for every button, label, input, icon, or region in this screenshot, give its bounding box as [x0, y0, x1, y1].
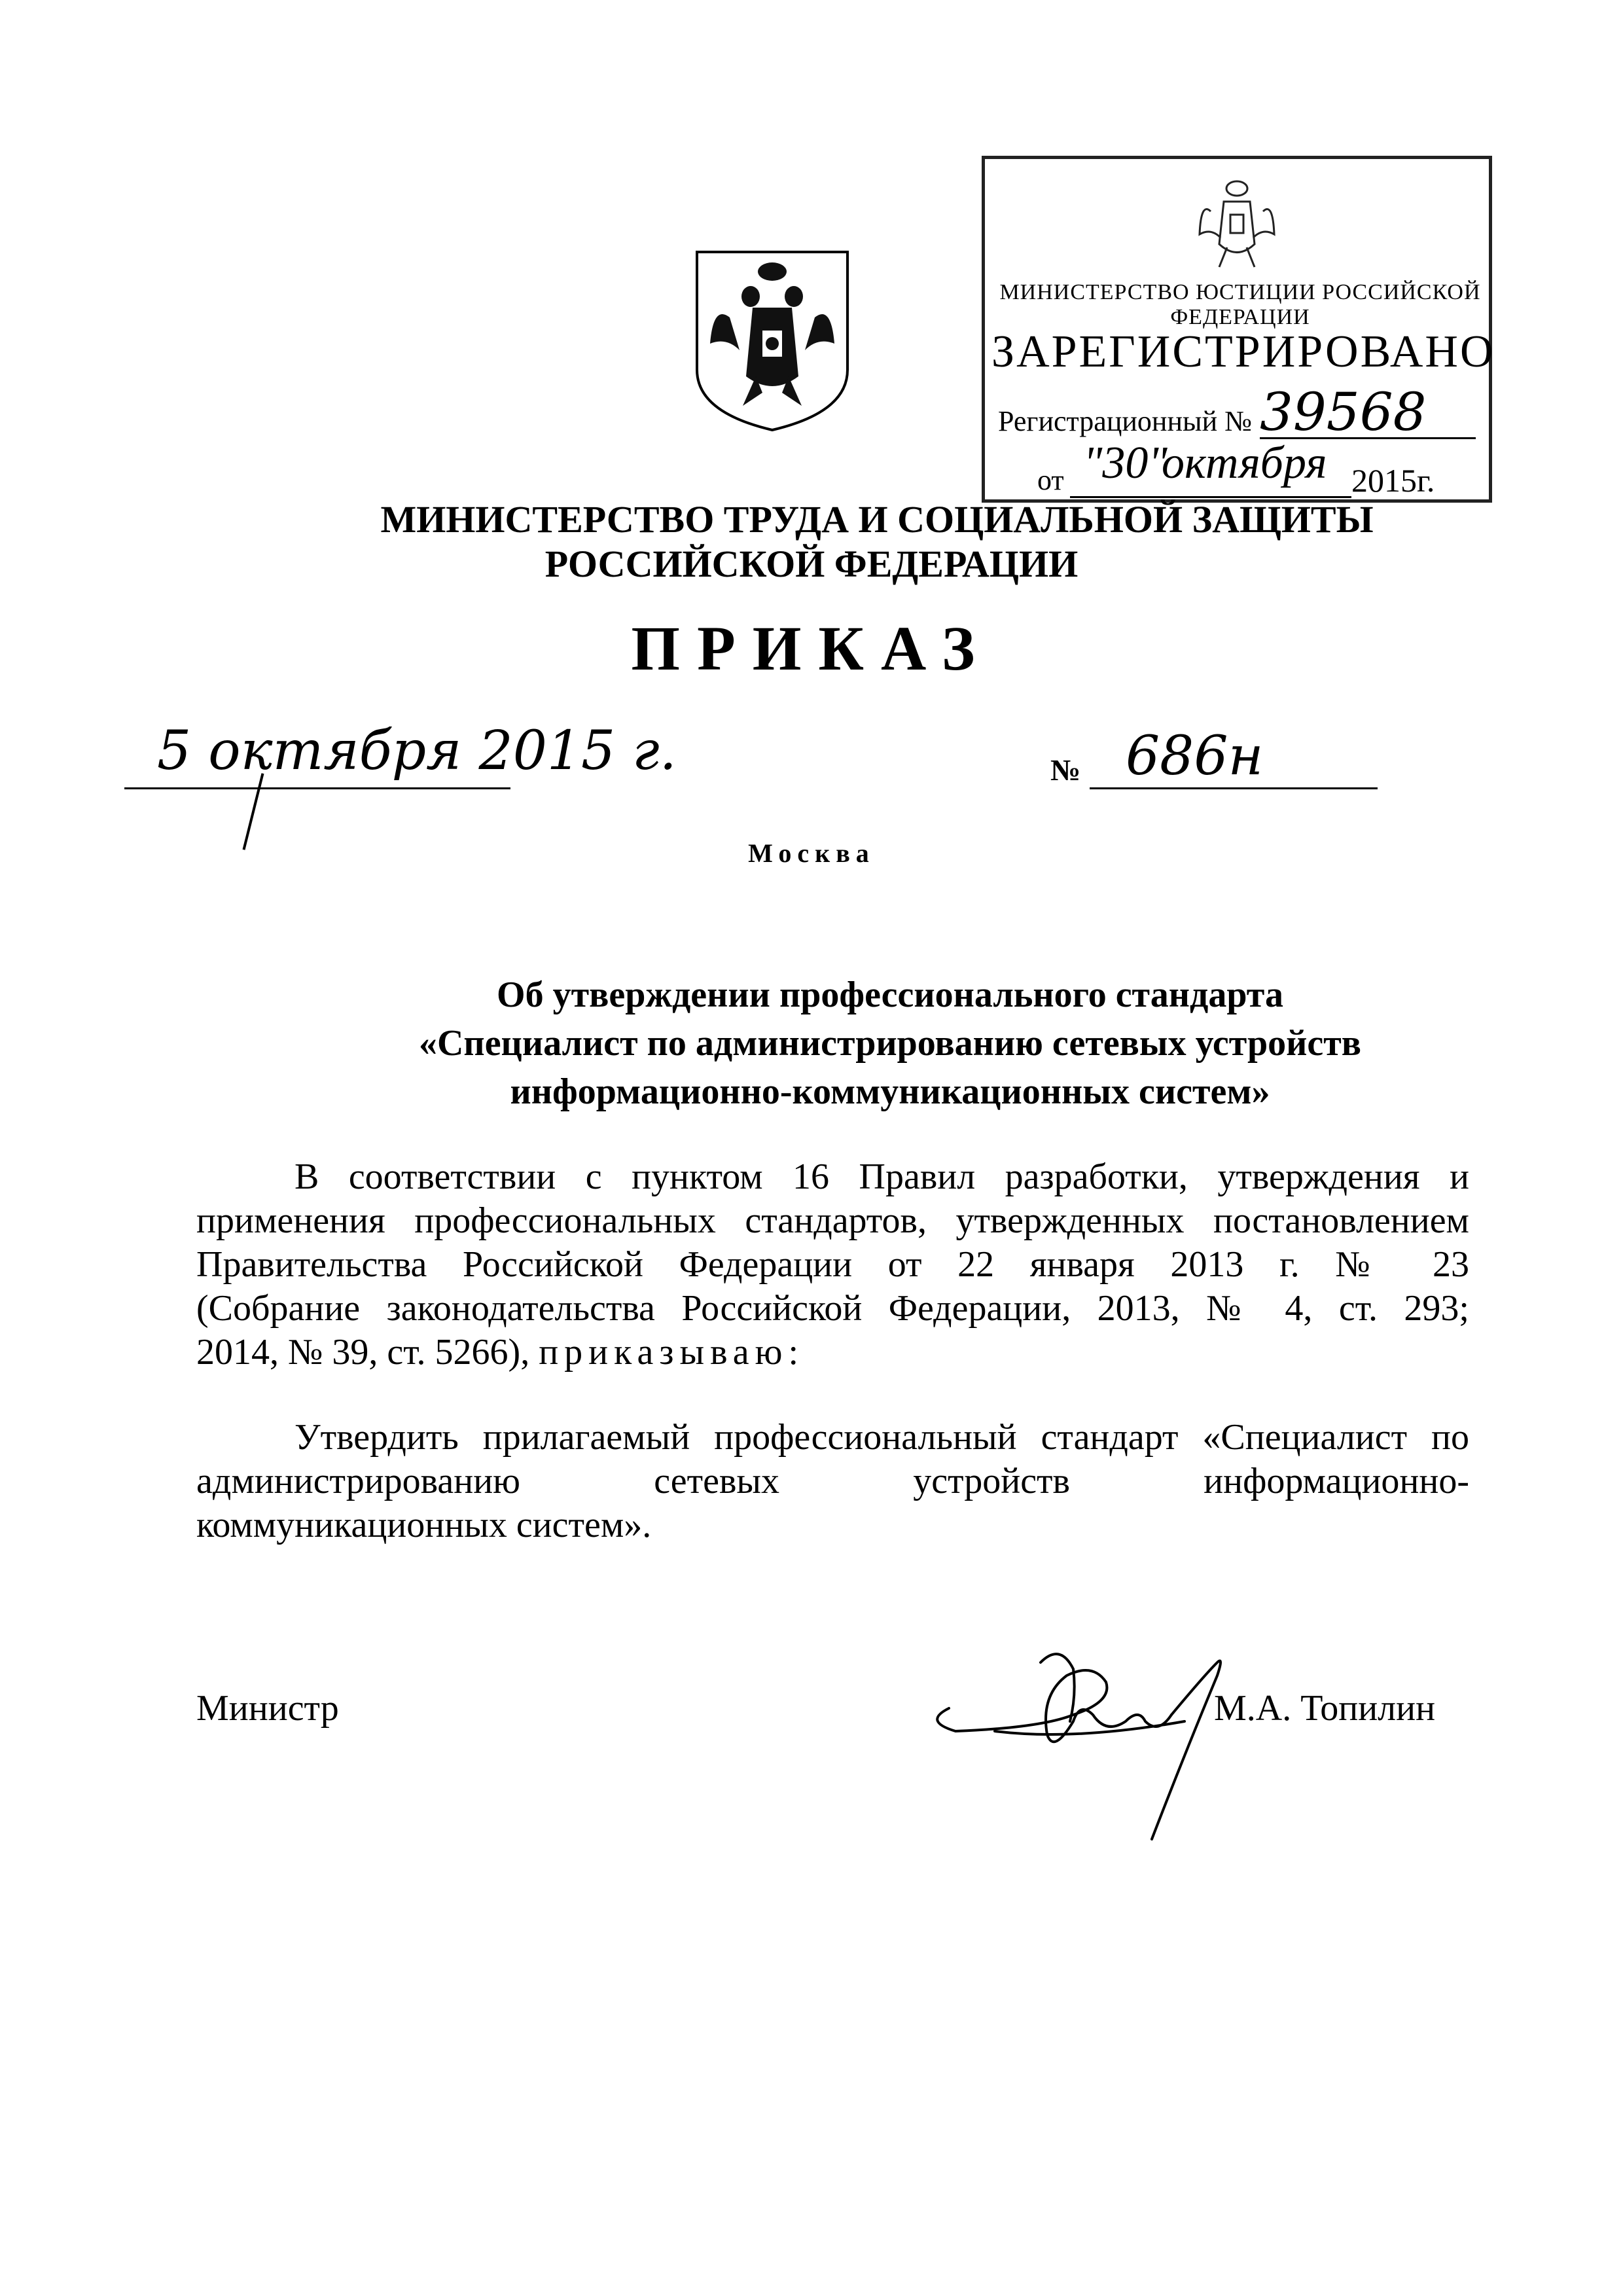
subject-line: Об утверждении профессионального стандарта: [497, 975, 1283, 1015]
body-line: Правительства Российской Федерации от 22 января 2013 г. № 23: [196, 1244, 1469, 1285]
ministry-name-line1: МИНИСТЕРСТВО ТРУДА И СОЦИАЛЬНОЙ ЗАЩИТЫ: [380, 498, 1374, 541]
body-citation: 2014, № 39, ст. 5266),: [196, 1332, 530, 1372]
ministry-name-line2: РОССИЙСКОЙ ФЕДЕРАЦИИ: [544, 543, 1079, 585]
stamp-ministry-name: МИНИСТЕРСТВО ЮСТИЦИИ РОССИЙСКОЙ ФЕДЕРАЦИИ: [999, 280, 1481, 329]
body-line: применения профессиональных стандартов, утвержденных постановлением: [196, 1200, 1469, 1241]
body-line: В соответствии с пунктом 16 Правил разработки, утверждения и: [294, 1157, 1469, 1197]
stamp-emblem-icon: [1194, 172, 1279, 270]
order-date-underline: [124, 787, 510, 789]
order-date: 5 октября 2015 г.: [157, 720, 677, 782]
stamp-date-year: 2015г.: [1351, 462, 1435, 499]
subject-line: «Специалист по администрированию сетевых устройств: [418, 1023, 1361, 1064]
signatory-title: Министр: [196, 1688, 339, 1729]
document-title: ПРИКАЗ: [631, 613, 992, 683]
body-line: [196, 1331, 1469, 1374]
order-verb: приказываю:: [539, 1332, 805, 1372]
signatory-name: М.А. Топилин: [1214, 1688, 1436, 1729]
order-number-label: №: [1050, 753, 1081, 787]
body-line: Утвердить прилагаемый профессиональный стандарт «Специалист по: [294, 1417, 1469, 1458]
order-number-underline: [1090, 787, 1378, 789]
stamp-date-month: октября: [1162, 438, 1327, 488]
body-line: коммуникационных систем».: [196, 1505, 652, 1545]
subject-line: информационно-коммуникационных систем»: [510, 1071, 1270, 1112]
body-line: администрированию сетевых устройств информационно-: [196, 1461, 1469, 1501]
stamp-date-day: "30": [1083, 438, 1168, 488]
order-number: 686н: [1126, 725, 1264, 787]
stamp-reg-number: 39568: [1260, 382, 1427, 442]
handwritten-signature: [910, 1623, 1302, 1859]
stamp-status: ЗАРЕГИСТРИРОВАНО: [991, 327, 1495, 377]
city: Москва: [748, 838, 875, 868]
registration-stamp: [982, 156, 1495, 503]
stamp-date-prefix: от: [1037, 464, 1064, 496]
body-line: (Собрание законодательства Российской Федерации, 2013, № 4, ст. 293;: [196, 1288, 1469, 1329]
coat-of-arms-icon: [690, 245, 854, 435]
stamp-reg-label: Регистрационный №: [998, 405, 1253, 437]
